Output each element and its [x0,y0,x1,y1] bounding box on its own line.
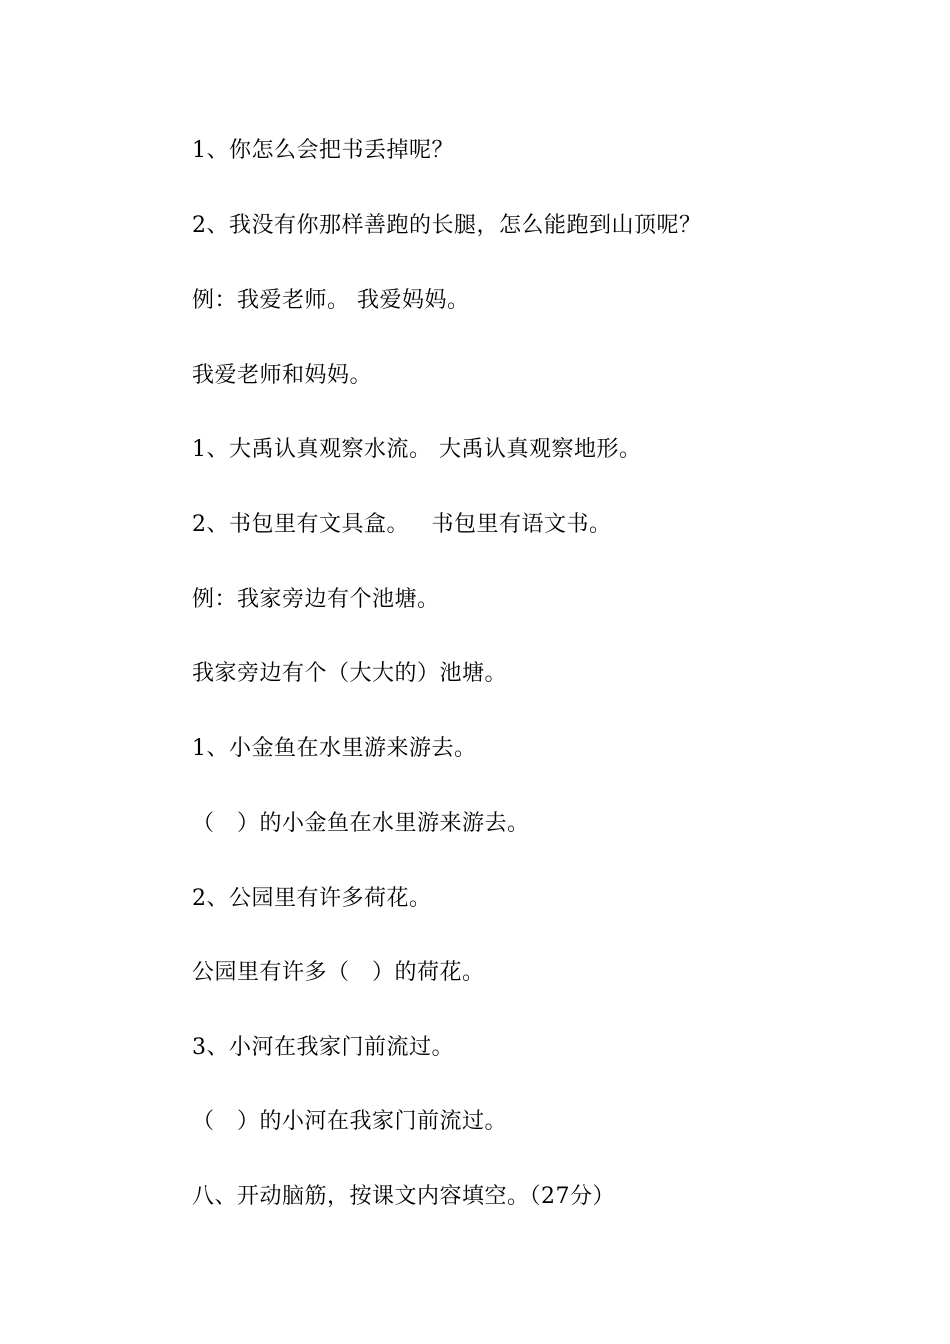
example-line: 例：我家旁边有个池塘。 [192,587,440,612]
question-line: 2、公园里有许多荷花。 [192,886,432,911]
section-heading: 八、开动脑筋，按课文内容填空。（27分） [192,1184,615,1209]
question-line: 1、你怎么会把书丢掉呢？ [192,138,454,163]
question-line: 1、小金鱼在水里游来游去。 [192,736,477,761]
example-answer-line: 我家旁边有个（大大的）池塘。 [192,661,508,686]
question-line: 3、小河在我家门前流过。 [192,1035,454,1060]
question-line: 1、大禹认真观察水流。 大禹认真观察地形。 [192,437,642,462]
example-line: 例：我爱老师。 我爱妈妈。 [192,288,470,313]
fill-blank-line: 公园里有许多（ ）的荷花。 [192,960,485,985]
fill-blank-line: （ ）的小河在我家门前流过。 [192,1109,507,1134]
example-answer-line: 我爱老师和妈妈。 [192,363,373,388]
question-line: 2、书包里有文具盒。 书包里有语文书。 [192,512,612,537]
fill-blank-line: （ ）的小金鱼在水里游来游去。 [192,811,530,836]
question-line: 2、我没有你那样善跑的长腿，怎么能跑到山顶呢？ [192,213,702,238]
